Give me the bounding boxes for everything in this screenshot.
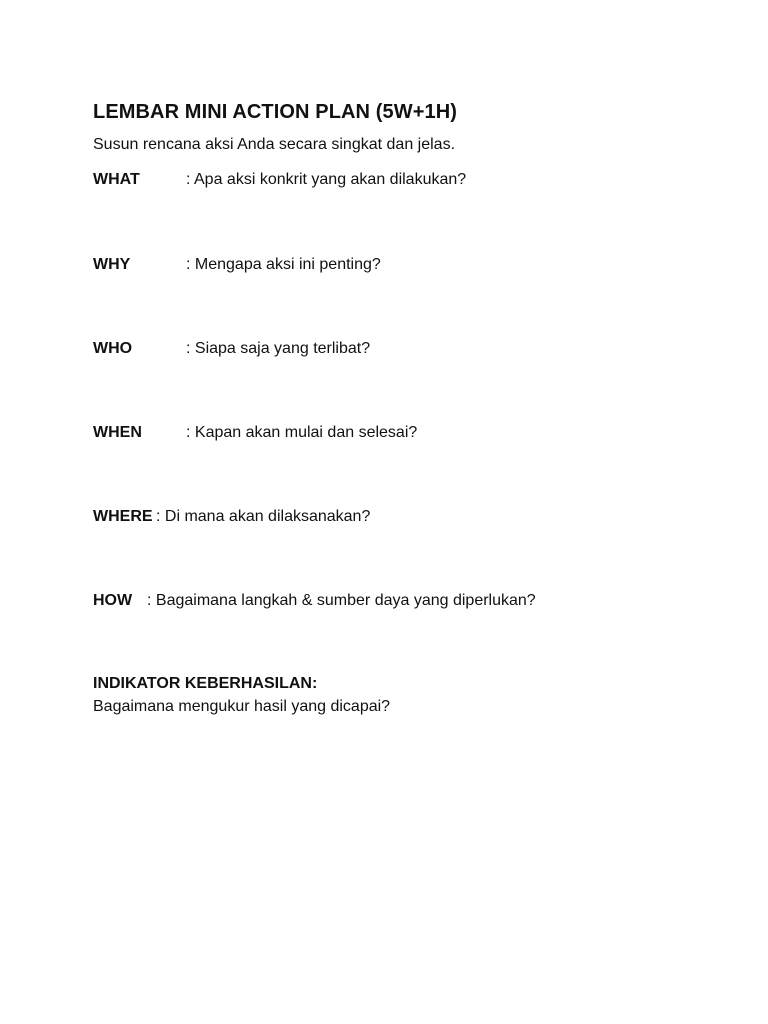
indicator-heading: INDIKATOR KEBERHASILAN: [93, 675, 318, 692]
plan-item-how [93, 592, 713, 614]
item-label: WHAT [93, 171, 140, 188]
plan-item-when [93, 424, 713, 446]
indicator-question: Bagaimana mengukur hasil yang dicapai? [93, 698, 391, 715]
item-question: : Apa aksi konkrit yang akan dilakukan? [186, 171, 467, 188]
item-question: : Kapan akan mulai dan selesai? [186, 424, 418, 441]
plan-item-what [93, 171, 713, 193]
plan-item-where [93, 508, 713, 530]
plan-item-who [93, 340, 713, 362]
item-label: HOW [93, 592, 133, 609]
item-question: : Mengapa aksi ini penting? [186, 256, 381, 273]
item-question: : Siapa saja yang terlibat? [186, 340, 371, 357]
item-question: : Bagaimana langkah & sumber daya yang diperlukan? [147, 592, 536, 609]
plan-item-why [93, 256, 713, 278]
item-label: WHO [93, 340, 133, 357]
item-label: WHY [93, 256, 131, 273]
item-question: : Di mana akan dilaksanakan? [156, 508, 371, 525]
item-label: WHEN [93, 424, 142, 441]
item-label: WHERE [93, 508, 153, 525]
page-subtitle: Susun rencana aksi Anda secara singkat dan jelas. [93, 136, 456, 153]
page-title: LEMBAR MINI ACTION PLAN (5W+1H) [93, 101, 458, 123]
